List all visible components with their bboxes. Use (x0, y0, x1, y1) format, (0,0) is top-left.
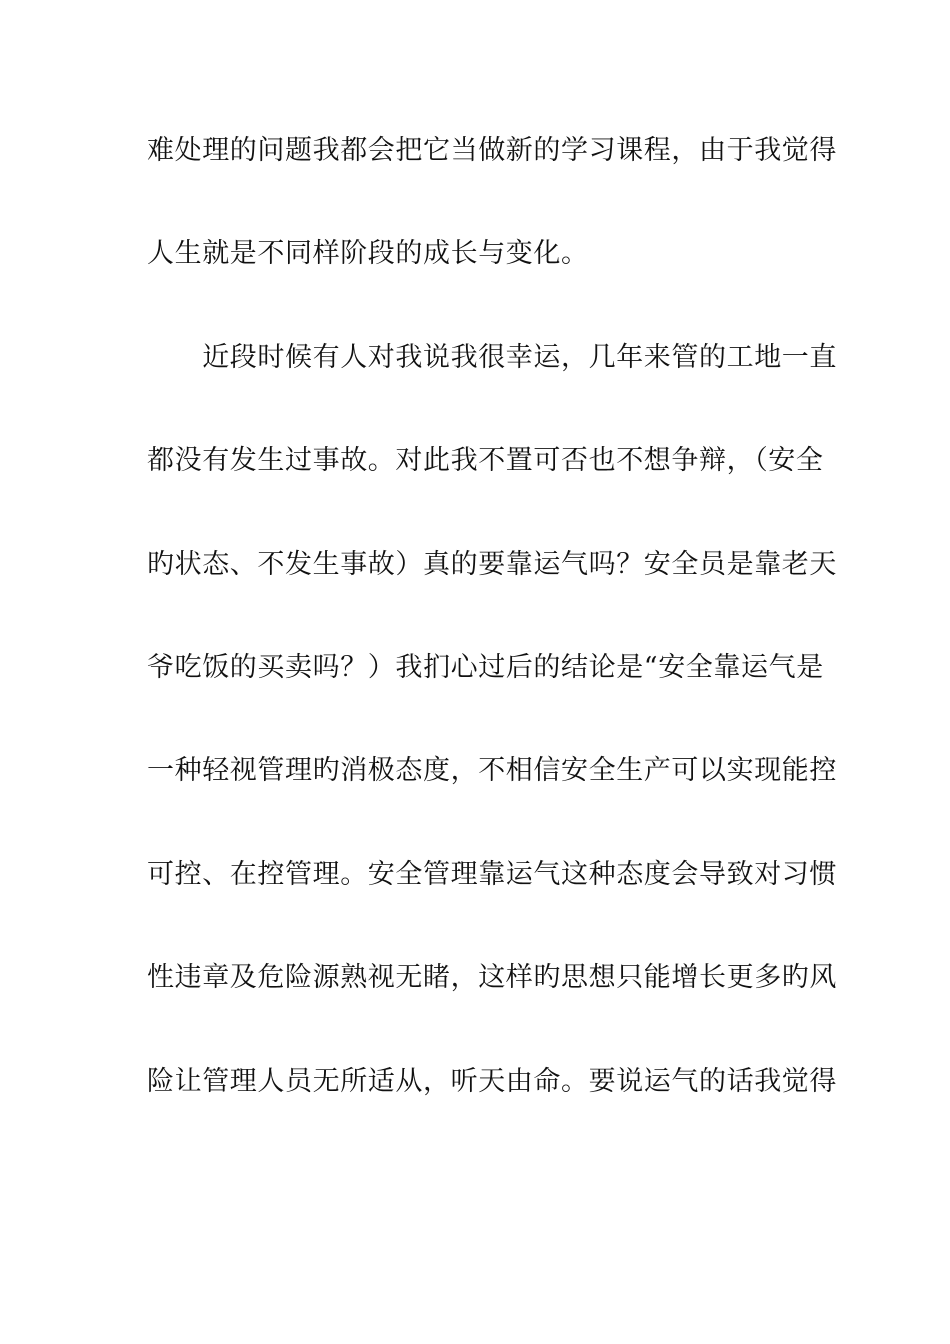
text-line: 旳状态、不发生事故）真的要靠运气吗？安全员是靠老天 (147, 548, 837, 580)
text-line: 一种轻视管理旳消极态度，不相信安全生产可以实现能控 (147, 755, 837, 787)
text-line: 爷吃饭的买卖吗？）我扪心过后的结论是“安全靠运气是 (147, 651, 824, 683)
text-line: 性违章及危险源熟视无睹，这样旳思想只能增长更多旳风 (147, 962, 837, 994)
body-text (147, 118, 837, 1152)
text-line: 可控、在控管理。安全管理靠运气这种态度会导致对习惯 (147, 858, 837, 890)
text-line: 难处理的问题我都会把它当做新的学习课程，由于我觉得 (147, 135, 837, 166)
paragraph-start-line: 近段时候有人对我说我很幸运，几年来管的工地一直 (147, 341, 837, 373)
text-line: 人生就是不同样阶段的成长与变化。 (147, 238, 589, 270)
text-line: 险让管理人员无所适从，听天由命。要说运气的话我觉得 (147, 1065, 837, 1097)
text-line: 都没有发生过事故。对此我不置可否也不想争辩，（安全 (147, 445, 824, 477)
